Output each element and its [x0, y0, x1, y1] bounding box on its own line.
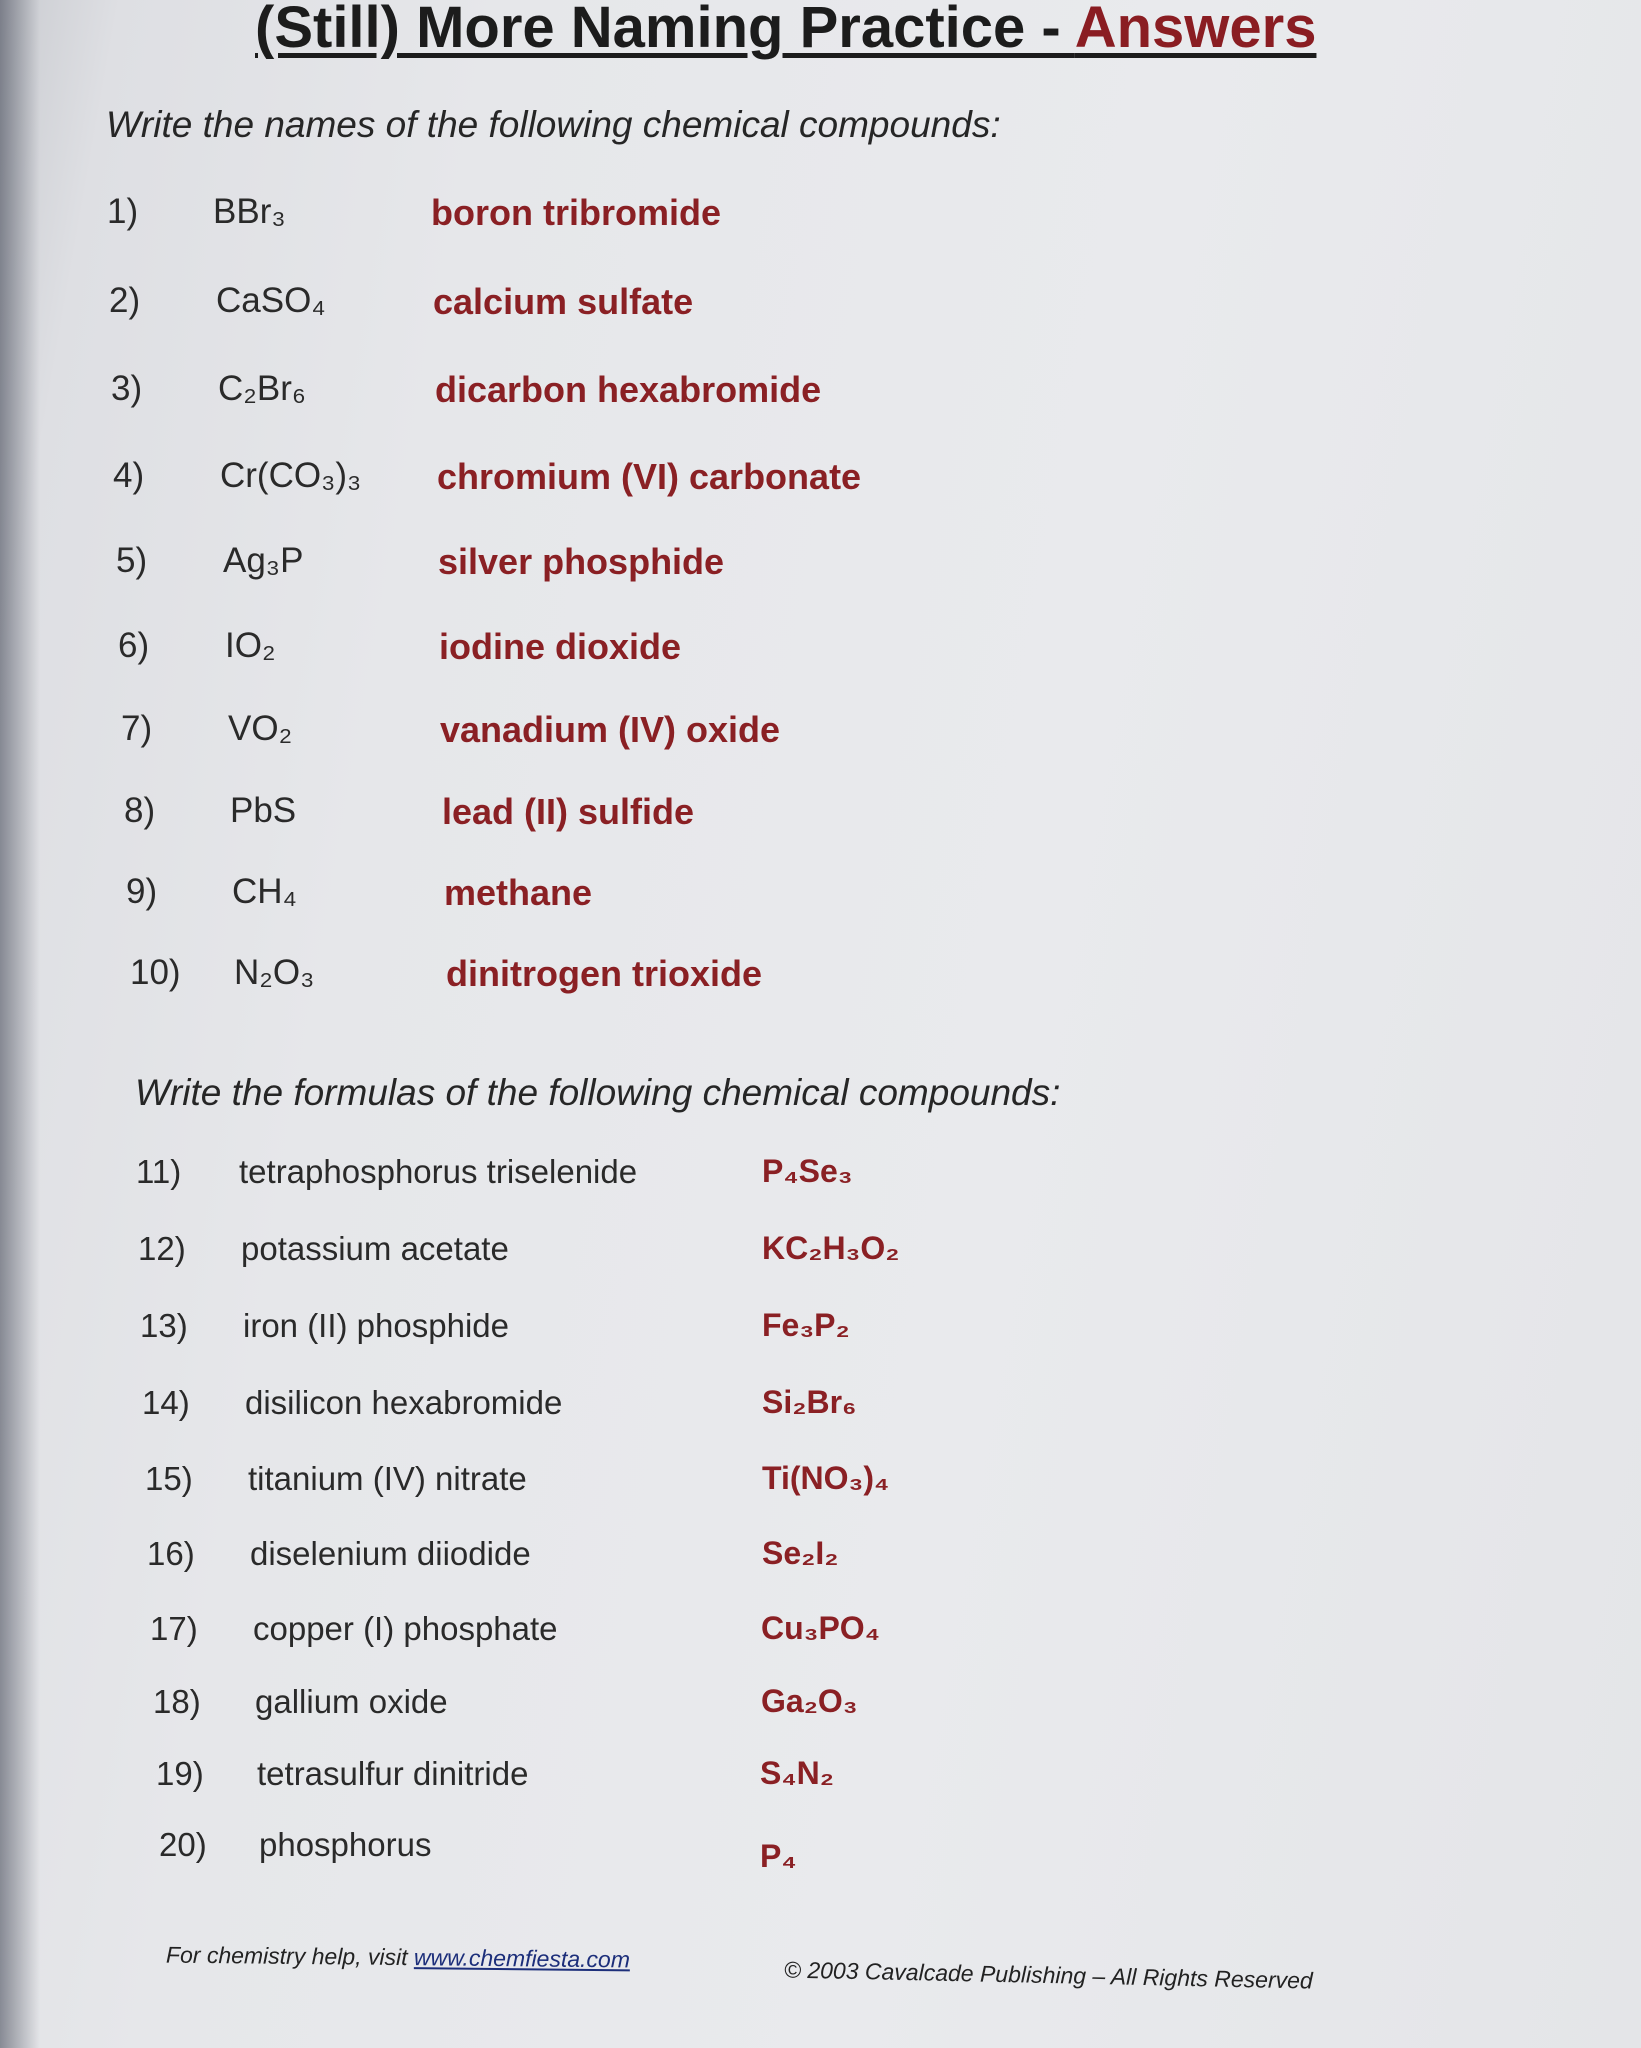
item-compound-name: titanium (IV) nitrate [248, 1460, 527, 1497]
item-answer: P₄Se₃ [762, 1153, 853, 1189]
item-answer: dicarbon hexabromide [435, 369, 822, 410]
item-number: 14) [142, 1384, 190, 1421]
item-formula: C₂Br₆ [218, 369, 306, 408]
item-answer: dinitrogen trioxide [446, 953, 763, 994]
item-answer: Si₂Br₆ [762, 1384, 857, 1420]
item-number: 10) [130, 953, 181, 992]
page-title [255, 0, 1316, 61]
item-number: 1) [107, 192, 139, 231]
item-number: 17) [150, 1610, 198, 1647]
item-number: 8) [124, 791, 156, 830]
item-compound-name: iron (II) phosphide [243, 1307, 509, 1344]
item-answer: KC₂H₃O₂ [762, 1230, 900, 1266]
item-compound-name: tetrasulfur dinitride [257, 1755, 529, 1792]
item-number: 9) [126, 872, 158, 911]
item-answer: boron tribromide [431, 192, 721, 233]
footer-copyright: © 2003 Cavalcade Publishing – All Rights Reserved [783, 1956, 1314, 1994]
item-number: 12) [138, 1230, 186, 1267]
item-answer: vanadium (IV) oxide [440, 709, 781, 750]
page-edge-shadow [0, 0, 40, 2048]
item-formula: PbS [230, 791, 297, 830]
footer-help-text: For chemistry help, visit [165, 1941, 415, 1971]
item-compound-name: tetraphosphorus triselenide [239, 1153, 638, 1190]
item-number: 16) [147, 1535, 195, 1572]
item-compound-name: disilicon hexabromide [245, 1384, 563, 1421]
item-answer: P₄ [760, 1838, 797, 1874]
title-main: (Still) More Naming Practice - [255, 0, 1075, 60]
item-answer: calcium sulfate [433, 281, 694, 322]
section1-instruction: Write the names of the following chemical compounds: [106, 104, 1001, 145]
item-compound-name: copper (I) phosphate [253, 1610, 558, 1647]
item-answer: lead (II) sulfide [442, 791, 695, 832]
item-number: 20) [159, 1826, 207, 1863]
item-number: 18) [153, 1683, 201, 1720]
item-number: 11) [136, 1153, 182, 1190]
title-answers: Answers [1074, 0, 1317, 60]
item-number: 5) [116, 541, 148, 580]
item-number: 13) [140, 1307, 188, 1344]
item-number: 3) [111, 369, 143, 408]
item-compound-name: potassium acetate [241, 1230, 509, 1267]
item-formula: CaSO₄ [216, 281, 326, 320]
item-number: 4) [113, 456, 145, 495]
item-answer: iodine dioxide [439, 626, 682, 667]
item-answer: Ga₂O₃ [761, 1683, 858, 1719]
item-formula: Cr(CO₃)₃ [220, 456, 362, 495]
item-answer: S₄N₂ [760, 1755, 834, 1791]
footer-help [166, 1942, 630, 1974]
item-formula: Ag₃P [223, 541, 304, 580]
item-answer: methane [444, 872, 593, 913]
item-compound-name: phosphorus [259, 1826, 432, 1863]
item-answer: Fe₃P₂ [762, 1307, 850, 1343]
item-formula: CH₄ [232, 872, 297, 911]
item-number: 19) [156, 1755, 204, 1792]
item-answer: Cu₃PO₄ [761, 1610, 880, 1646]
section2-instruction: Write the formulas of the following chemical compounds: [135, 1072, 1061, 1113]
item-answer: chromium (VI) carbonate [437, 456, 862, 497]
item-compound-name: diselenium diiodide [250, 1535, 531, 1572]
item-answer: Se₂I₂ [762, 1535, 839, 1571]
item-number: 15) [145, 1460, 193, 1497]
item-formula: VO₂ [228, 709, 293, 748]
item-answer: silver phosphide [438, 541, 725, 582]
footer-link[interactable]: www.chemfiesta.com [413, 1944, 631, 1973]
item-number: 2) [109, 281, 141, 320]
item-number: 7) [121, 709, 153, 748]
item-answer: Ti(NO₃)₄ [762, 1460, 890, 1496]
item-number: 6) [118, 626, 150, 665]
item-compound-name: gallium oxide [255, 1683, 448, 1720]
item-formula: N₂O₃ [234, 953, 315, 992]
item-formula: IO₂ [225, 626, 276, 665]
item-formula: BBr₃ [213, 192, 286, 231]
